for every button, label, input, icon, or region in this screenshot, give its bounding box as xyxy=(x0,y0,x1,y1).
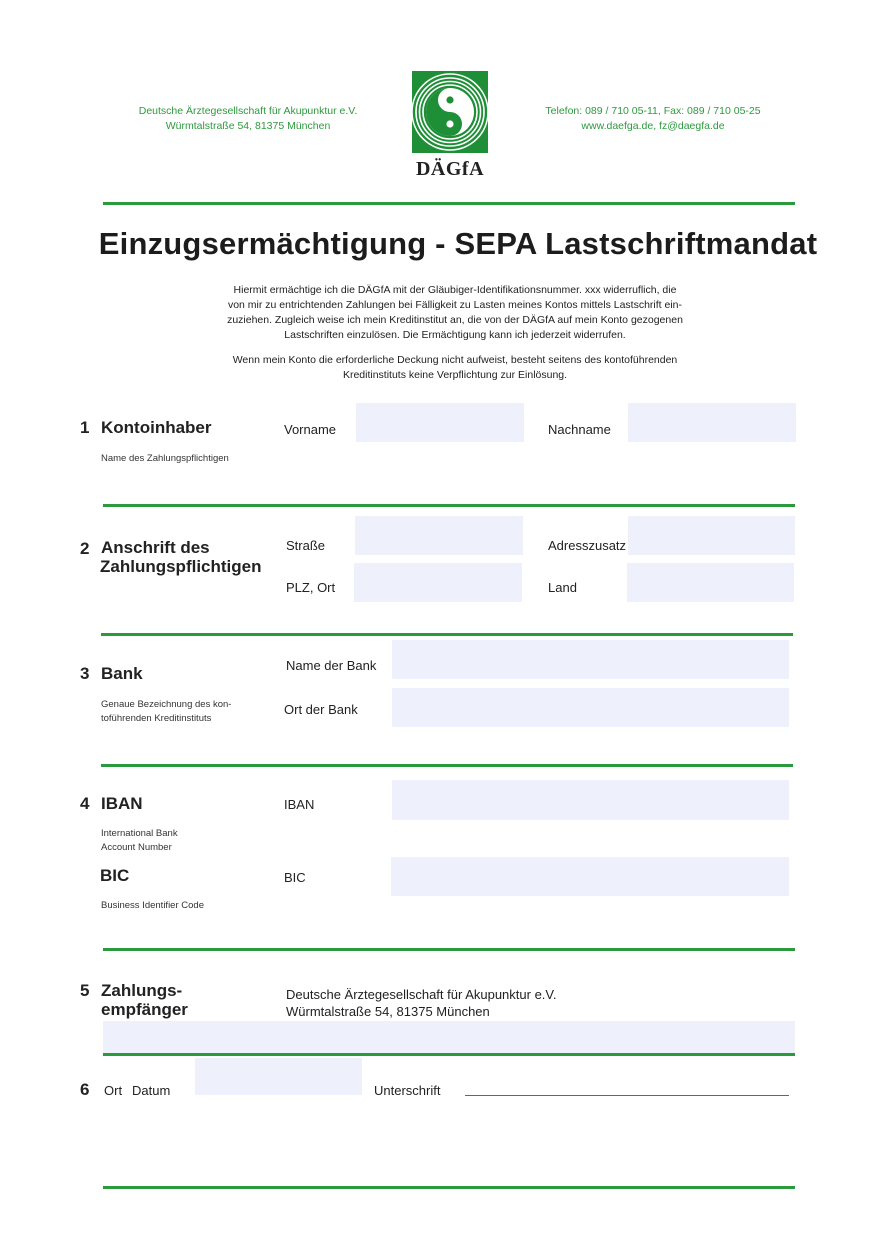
recipient-line: Deutsche Ärztegesellschaft für Akupunktur e.V. xyxy=(286,987,557,1002)
section-6-number: 6 xyxy=(80,1080,90,1099)
section-4-title-iban: IBAN xyxy=(101,794,143,813)
section-1-subtitle: Name des Zahlungspflichtigen xyxy=(101,453,229,464)
country-input[interactable] xyxy=(627,563,794,602)
section-3-subtitle xyxy=(101,698,231,726)
section-2-number: 2 xyxy=(80,539,90,558)
logo-wordmark: DÄGfA xyxy=(415,158,485,180)
intro-line: Lastschriften einzulösen. Die Ermächtigung kann ich jederzeit widerrufen. xyxy=(284,329,626,341)
page-title: Einzugsermächtigung - SEPA Lastschriftmandat xyxy=(98,226,818,261)
iban-subtitle-line: Account Number xyxy=(101,842,172,853)
zip-city-label: PLZ, Ort xyxy=(286,580,336,595)
section-2-title-line: Anschrift des xyxy=(101,538,210,557)
section-1-title: Kontoinhaber xyxy=(101,418,212,437)
bank-town-label: Ort der Bank xyxy=(284,702,358,717)
zip-city-input[interactable] xyxy=(354,563,522,602)
header-right xyxy=(520,104,786,134)
signature-line[interactable] xyxy=(465,1095,789,1096)
address-extra-label: Adresszusatz xyxy=(548,538,627,553)
signature-label: Unterschrift xyxy=(374,1083,441,1098)
section-5-title-line: empfänger xyxy=(101,1000,188,1019)
date-label: Datum xyxy=(132,1083,171,1098)
section-1-number: 1 xyxy=(80,418,90,437)
country-label: Land xyxy=(548,580,577,595)
recipient-line: Würmtalstraße 54, 81375 München xyxy=(286,1004,490,1019)
place-date-input[interactable] xyxy=(195,1058,362,1095)
section-4-number: 4 xyxy=(80,794,90,813)
recipient-address xyxy=(286,986,557,1020)
footer-divider xyxy=(103,1186,795,1189)
header-org-address: Würmtalstraße 54, 81375 München xyxy=(165,120,331,132)
street-input[interactable] xyxy=(355,516,523,555)
section-divider xyxy=(103,948,795,951)
intro-paragraph-2 xyxy=(190,353,720,383)
section-4-title-bic: BIC xyxy=(100,866,130,885)
section-3-title: Bank xyxy=(101,664,143,683)
intro-line: Wenn mein Konto die erforderliche Deckung nicht aufweist, besteht seitens des kontoführenden xyxy=(232,354,678,366)
section-divider xyxy=(101,633,793,636)
intro-line: Kreditinstituts keine Verpflichtung zur Einlösung. xyxy=(342,369,568,381)
recipient-extra-field[interactable] xyxy=(103,1021,795,1053)
header-divider xyxy=(103,202,795,205)
section-5-title xyxy=(101,981,188,1019)
section-5-number: 5 xyxy=(80,981,90,1000)
intro-paragraph-1 xyxy=(190,283,720,343)
intro-line: Hiermit ermächtige ich die DÄGfA mit der Gläubiger-Identifikationsnummer. xxx widerruflich, die xyxy=(233,284,677,296)
bic-label: BIC xyxy=(284,870,306,885)
address-extra-input[interactable] xyxy=(628,516,795,555)
iban-subtitle-line: International Bank xyxy=(101,828,178,839)
bic-input[interactable] xyxy=(391,857,789,896)
section-divider xyxy=(103,1053,795,1056)
section-divider xyxy=(101,764,793,767)
section-2-title xyxy=(101,538,262,576)
section-4-subtitle-bic: Business Identifier Code xyxy=(101,900,204,911)
place-label: Ort xyxy=(104,1083,123,1098)
first-name-input[interactable] xyxy=(356,403,524,442)
last-name-input[interactable] xyxy=(628,403,796,442)
first-name-label: Vorname xyxy=(284,422,337,437)
bank-town-input[interactable] xyxy=(392,688,789,727)
header-phone-fax: Telefon: 089 / 710 05-11, Fax: 089 / 710 05-25 xyxy=(545,105,761,117)
intro-line: zuziehen. Zugleich weise ich mein Kreditinstitut an, die von der DÄGfA auf mein Konto gezogenen xyxy=(227,314,683,326)
yin-yang-logo-icon xyxy=(412,71,488,153)
street-label: Straße xyxy=(286,538,326,553)
section-3-number: 3 xyxy=(80,664,90,683)
header-org-name: Deutsche Ärztegesellschaft für Akupunktur e.V. xyxy=(138,105,358,117)
section-divider xyxy=(103,504,795,507)
section-3-subtitle-line: toführenden Kreditinstituts xyxy=(101,713,212,724)
header-web-email: www.daefga.de, fz@daegfa.de xyxy=(581,120,725,132)
section-3-subtitle-line: Genaue Bezeichnung des kon- xyxy=(101,699,232,710)
header-left xyxy=(120,104,376,134)
intro-line: von mir zu entrichtenden Zahlungen bei Fälligkeit zu Lasten meines Kontos mittels Lastschrift ein- xyxy=(227,299,683,311)
iban-label: IBAN xyxy=(284,797,315,812)
bank-name-label: Name der Bank xyxy=(286,658,377,673)
section-4-subtitle-iban xyxy=(101,827,178,855)
iban-input[interactable] xyxy=(392,780,789,820)
last-name-label: Nachname xyxy=(548,422,611,437)
bank-name-input[interactable] xyxy=(392,640,789,679)
section-5-title-line: Zahlungs- xyxy=(101,981,183,1000)
section-2-title-line: Zahlungspflichtigen xyxy=(100,557,262,576)
